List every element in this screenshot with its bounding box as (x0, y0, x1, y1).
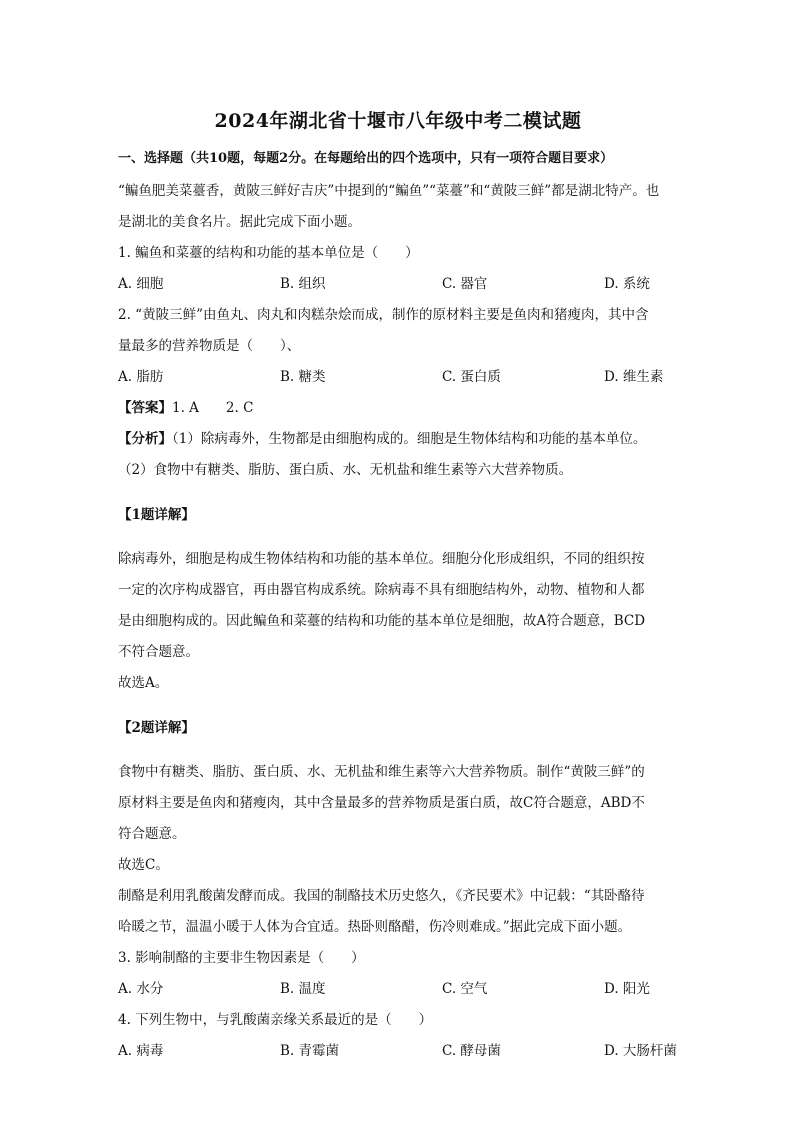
option-d: D. 系统 (604, 276, 650, 292)
page-title: 2024年湖北省十堰市八年级中考二模试题 (214, 110, 582, 132)
intro-paragraph-line: “鳊鱼肥美菜薹香，黄陂三鲜好吉庆”中提到的“鳊鱼”“菜薹”和“黄陂三鲜”都是湖北特产。也 (118, 183, 660, 199)
analysis-text: （1）除病毒外，生物都是由细胞构成的。细胞是生物体结构和功能的基本单位。 (172, 431, 647, 447)
detail-2-heading: 【2题详解】 (118, 719, 195, 736)
option-b: B. 温度 (280, 981, 326, 997)
option-a: A. 病毒 (118, 1043, 164, 1059)
question-2-stem: 量最多的营养物质是（ ）、 (118, 338, 301, 354)
detail-2-choice: 故选C。 (118, 857, 169, 873)
option-b: B. 组织 (280, 276, 326, 292)
option-c: C. 器官 (442, 276, 488, 292)
section-heading: 一、选择题（共10题，每题2分。在每题给出的四个选项中，只有一项符合题目要求） (118, 151, 614, 166)
intro-paragraph-line: 是湖北的美食名片。据此完成下面小题。 (118, 214, 361, 230)
document-content (118, 100, 678, 1067)
option-c: C. 酵母菌 (442, 1043, 501, 1059)
answer-text: 1. A 2. C (172, 400, 254, 416)
question-3-stem: 3. 影响制酪的主要非生物因素是（ ） (118, 950, 365, 966)
analysis-line: （2）食物中有糖类、脂肪、蛋白质、水、无机盐和维生素等六大营养物质。 (118, 462, 573, 478)
question-4-options (118, 1036, 678, 1067)
question-4-stem: 4. 下列生物中，与乳酸菌亲缘关系最近的是（ ） (118, 1012, 433, 1028)
detail-1-choice: 故选A。 (118, 675, 169, 691)
intro-2-paragraph-line: 哈暖之节，温温小暖于人体为合宜适。热卧则酪醋，伤冷则难成。”据此完成下面小题。 (118, 919, 632, 935)
intro-2-paragraph-line: 制酪是利用乳酸菌发酵而成。我国的制酪技术历史悠久，《齐民要术》中记载：“其卧酪待 (118, 888, 645, 904)
option-d: D. 阳光 (604, 981, 650, 997)
question-1-stem: 1. 鳊鱼和菜薹的结构和功能的基本单位是（ ） (118, 245, 419, 261)
answer-line (118, 393, 678, 424)
question-2-options (118, 362, 678, 393)
analysis-label: 【分析】 (118, 431, 172, 447)
detail-1-line: 一定的次序构成器官，再由器官构成系统。除病毒不具有细胞结构外，动物、植物和人都 (118, 582, 645, 598)
option-d: D. 维生素 (604, 369, 664, 385)
option-a: A. 细胞 (118, 276, 164, 292)
detail-1-heading: 【1题详解】 (118, 506, 195, 523)
option-a: A. 水分 (118, 981, 164, 997)
detail-2-line: 食物中有糖类、脂肪、蛋白质、水、无机盐和维生素等六大营养物质。制作“黄陂三鲜”的 (118, 764, 645, 780)
option-c: C. 蛋白质 (442, 369, 501, 385)
detail-1-line: 除病毒外，细胞是构成生物体结构和功能的基本单位。细胞分化形成组织，不同的组织按 (118, 551, 645, 567)
answer-label: 【答案】 (118, 400, 172, 416)
detail-2-line: 原材料主要是鱼肉和猪瘦肉，其中含量最多的营养物质是蛋白质，故C符合题意，ABD不 (118, 795, 645, 811)
option-b: B. 青霉菌 (280, 1043, 340, 1059)
analysis-line (118, 424, 678, 455)
question-3-options (118, 974, 678, 1005)
detail-2-line: 符合题意。 (118, 826, 186, 842)
option-c: C. 空气 (442, 981, 488, 997)
option-b: B. 糖类 (280, 369, 326, 385)
detail-1-line: 是由细胞构成的。因此鳊鱼和菜薹的结构和功能的基本单位是细胞，故A符合题意，BCD (118, 613, 646, 629)
detail-1-line: 不符合题意。 (118, 644, 199, 660)
option-d: D. 大肠杆菌 (604, 1043, 677, 1059)
question-1-options (118, 269, 678, 300)
option-a: A. 脂肪 (118, 369, 164, 385)
question-2-stem: 2. “黄陂三鲜”由鱼丸、肉丸和肉糕杂烩而成，制作的原材料主要是鱼肉和猪瘦肉，其中含 (118, 307, 649, 323)
